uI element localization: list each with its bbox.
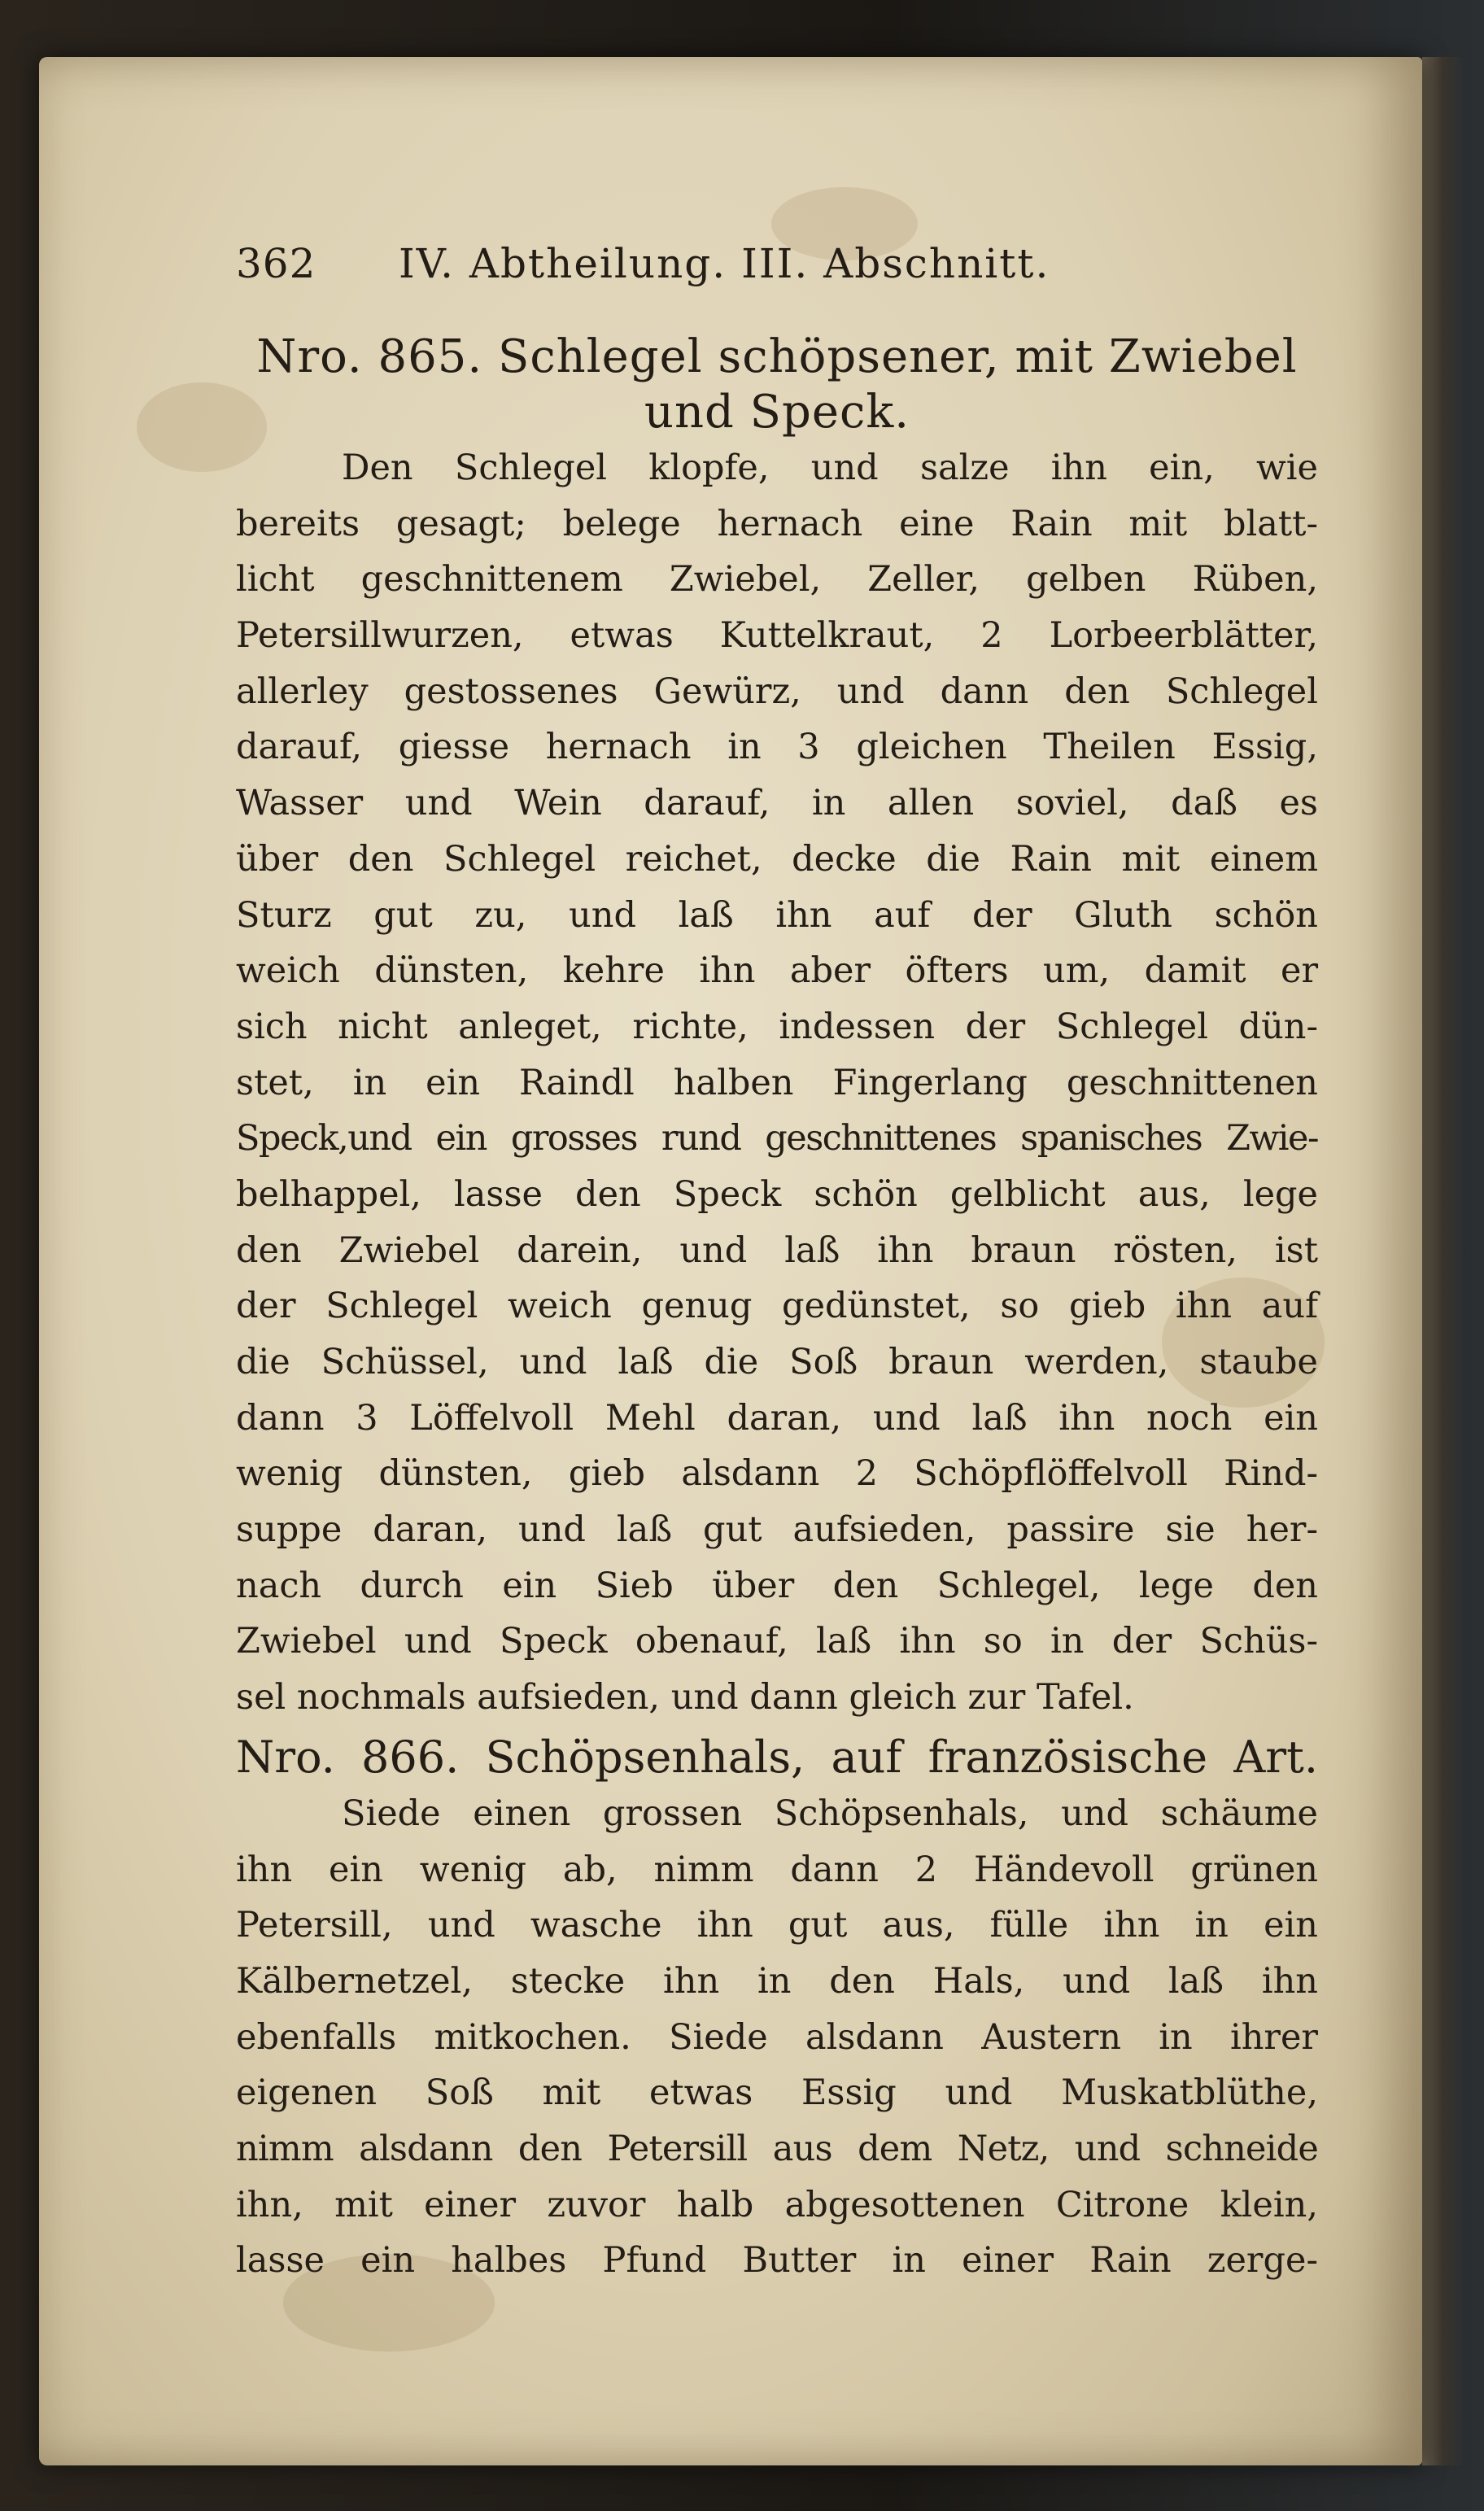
text-line: sich nicht anleget, richte, indessen der Schlegel dün- xyxy=(236,1006,1318,1047)
recipe-865-title-line: und Speck. xyxy=(644,386,910,439)
text-line: Speck,und ein grosses rund geschnittenes spanisches Zwie- xyxy=(236,1118,1318,1159)
text-line: Den Schlegel klopfe, und salze ihn ein, wie xyxy=(342,448,1318,488)
text-line: sel nochmals aufsieden, und dann gleich zur Tafel. xyxy=(236,1677,1134,1718)
text-line: nach durch ein Sieb über den Schlegel, lege den xyxy=(236,1565,1318,1606)
text-line: licht geschnittenem Zwiebel, Zeller, gelben Rüben, xyxy=(236,559,1318,600)
text-line: wenig dünsten, gieb alsdann 2 Schöpflöffelvoll Rind- xyxy=(236,1453,1318,1495)
text-line: bereits gesagt; belege hernach eine Rain mit blatt- xyxy=(236,503,1318,544)
recipe-865-title xyxy=(236,330,1318,440)
text-line: eigenen Soß mit etwas Essig und Muskatblüthe, xyxy=(236,2072,1318,2114)
text-line: ebenfalls mitkochen. Siede alsdann Austern in ihrer xyxy=(236,2016,1318,2058)
text-line: der Schlegel weich genug gedünstet, so gieb ihn auf xyxy=(236,1286,1318,1327)
text-line: nimm alsdann den Petersill aus dem Netz, und schneide xyxy=(236,2128,1318,2169)
text-line: darauf, giesse hernach in 3 gleichen Theilen Essig, xyxy=(236,727,1318,768)
running-head xyxy=(236,240,1318,297)
text-line: ihn ein wenig ab, nimm dann 2 Händevoll grünen xyxy=(236,1849,1318,1890)
text-line: Wasser und Wein darauf, in allen soviel, daß es xyxy=(236,783,1318,824)
page-edge xyxy=(1422,57,1463,2465)
text-line: weich dünsten, kehre ihn aber öfters um, damit er xyxy=(236,950,1318,992)
recipe-865-body xyxy=(236,440,1318,1726)
text-line: allerley gestossenes Gewürz, und dann den Schlegel xyxy=(236,670,1318,712)
text-line: stet, in ein Raindl halben Fingerlang geschnittenen xyxy=(236,1062,1318,1103)
text-line: lasse ein halbes Pfund Butter in einer Rain zerge- xyxy=(236,2240,1318,2282)
text-line: ihn, mit einer zuvor halb abgesottenen Citrone klein, xyxy=(236,2184,1318,2225)
text-line: belhappel, lasse den Speck schön gelblicht aus, lege xyxy=(236,1173,1318,1215)
text-line: Siede einen grossen Schöpsenhals, und schäume xyxy=(342,1793,1318,1834)
text-line: Kälbernetzel, stecke ihn in den Hals, und laß ihn xyxy=(236,1960,1318,2002)
page-number: 362 xyxy=(236,240,316,287)
recipe-865-title-line: Nro. 865. Schlegel schöpsener, mit Zwiebel xyxy=(256,330,1298,383)
text-line: über den Schlegel reichet, decke die Rain mit einem xyxy=(236,838,1318,880)
text-line: Petersill, und wasche ihn gut aus, fülle ihn in ein xyxy=(236,1905,1318,1946)
recipe-866-body xyxy=(236,1786,1318,2289)
running-title: IV. Abtheilung. III. Abschnitt. xyxy=(399,240,1050,287)
text-line: dann 3 Löffelvoll Mehl daran, und laß ihn noch ein xyxy=(236,1397,1318,1439)
text-line: Zwiebel und Speck obenauf, laß ihn so in der Schüs- xyxy=(236,1621,1318,1662)
recipe-866-title: Nro. 866. Schöpsenhals, auf französische Art. xyxy=(236,1731,1318,1783)
text-line: Petersillwurzen, etwas Kuttelkraut, 2 Lorbeerblätter, xyxy=(236,615,1318,657)
text-line: suppe daran, und laß gut aufsieden, passire sie her- xyxy=(236,1509,1318,1551)
page-text xyxy=(236,240,1318,2289)
text-line: Sturz gut zu, und laß ihn auf der Gluth schön xyxy=(236,894,1318,936)
text-line: den Zwiebel darein, und laß ihn braun rösten, ist xyxy=(236,1229,1318,1271)
text-line: die Schüssel, und laß die Soß braun werden, staube xyxy=(236,1342,1318,1382)
